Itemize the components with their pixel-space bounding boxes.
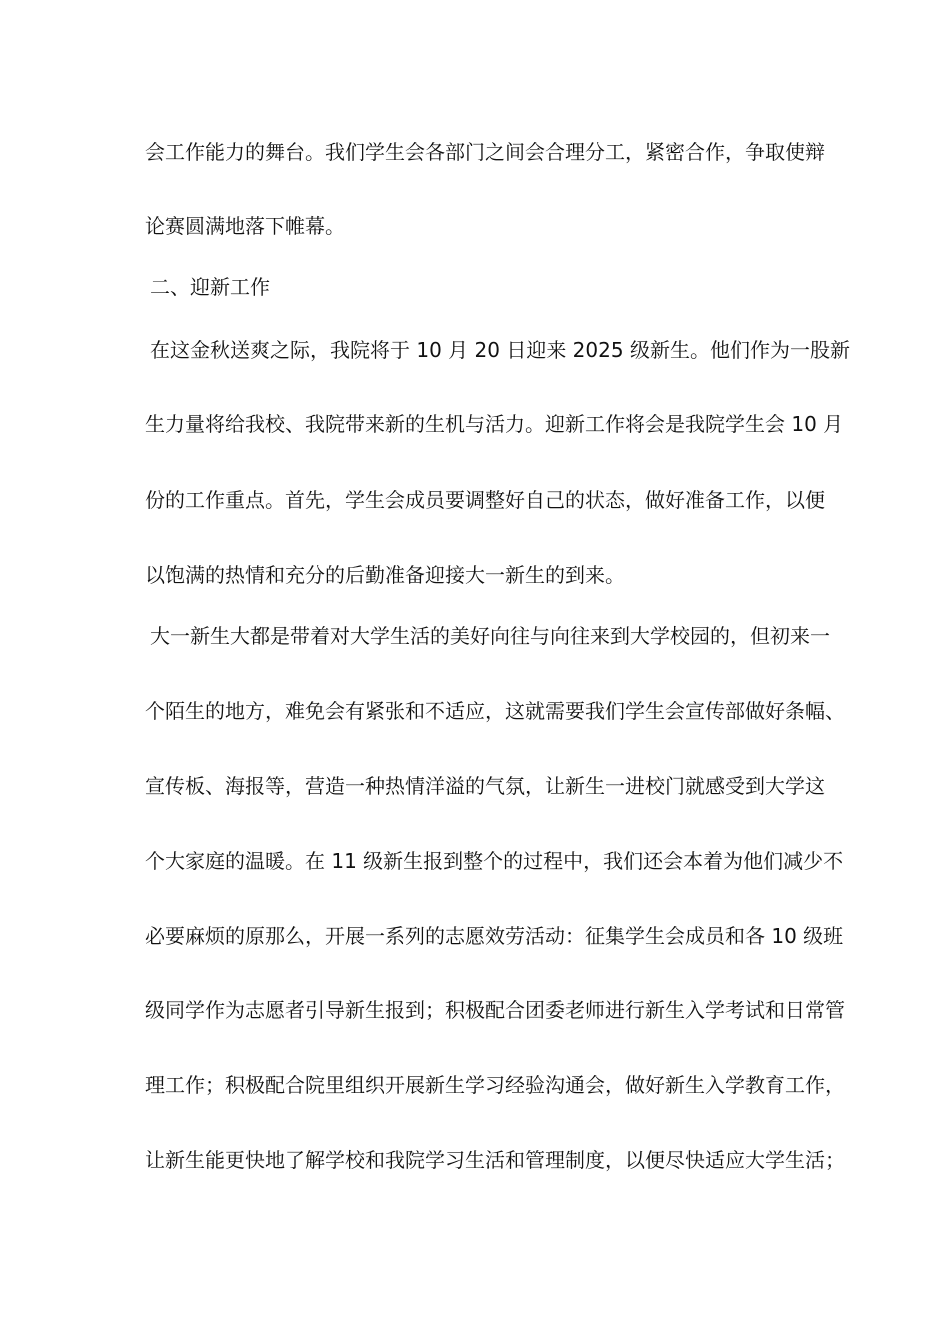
paragraph-line: 生力量将给我校、我院带来新的生机与活力。迎新工作将会是我院学生会 10 月 <box>145 412 844 436</box>
paragraph-line: 大一新生大都是带着对大学生活的美好向往与向往来到大学校园的，但初来一 <box>150 624 830 648</box>
paragraph-line: 份的工作重点。首先，学生会成员要调整好自己的状态，做好准备工作，以便 <box>145 488 825 512</box>
paragraph-line: 会工作能力的舞台。我们学生会各部门之间会合理分工，紧密合作，争取使辩 <box>145 140 825 164</box>
paragraph-line: 让新生能更快地了解学校和我院学习生活和管理制度，以便尽快适应大学生活； <box>145 1148 845 1172</box>
paragraph-line: 宣传板、海报等，营造一种热情洋溢的气氛，让新生一进校门就感受到大学这 <box>145 774 825 798</box>
paragraph-line: 级同学作为志愿者引导新生报到；积极配合团委老师进行新生入学考试和日常管 <box>145 998 845 1022</box>
paragraph-line: 以饱满的热情和充分的后勤准备迎接大一新生的到来。 <box>145 563 625 587</box>
paragraph-line: 个陌生的地方，难免会有紧张和不适应，这就需要我们学生会宣传部做好条幅、 <box>145 699 845 723</box>
section-heading: 二、迎新工作 <box>150 275 270 299</box>
paragraph-line: 个大家庭的温暖。在 11 级新生报到整个的过程中，我们还会本着为他们减少不 <box>145 849 844 873</box>
paragraph-line: 论赛圆满地落下帷幕。 <box>145 214 345 238</box>
paragraph-line: 必要麻烦的原那么，开展一系列的志愿效劳活动：征集学生会成员和各 10 级班 <box>145 924 844 948</box>
paragraph-line: 在这金秋送爽之际，我院将于 10 月 20 日迎来 2025 级新生。他们作为一股新 <box>150 338 850 362</box>
paragraph-line: 理工作；积极配合院里组织开展新生学习经验沟通会，做好新生入学教育工作， <box>145 1073 845 1097</box>
